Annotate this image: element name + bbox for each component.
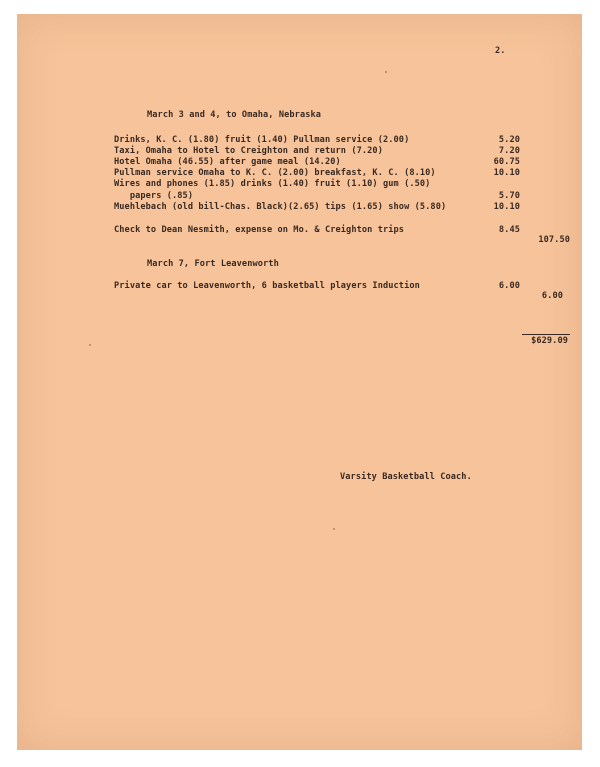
expense-item-desc: Muehlebach (old bill-Chas. Black)(2.65) tips (1.65) show (5.80): [114, 202, 447, 212]
expense-item-amount: 6.00: [498, 281, 520, 291]
expense-item-amount: 10.10: [493, 202, 520, 212]
paper-speck: [333, 528, 335, 530]
paper-speck: [89, 344, 91, 346]
expense-item-desc: Drinks, K. C. (1.80) fruit (1.40) Pullman service (2.00): [114, 135, 410, 145]
document-page: [17, 14, 582, 750]
expense-item-desc: Taxi, Omaha to Hotel to Creighton and return (7.20): [114, 146, 383, 156]
expense-item-amount: 8.45: [498, 225, 520, 235]
expense-item-amount: 60.75: [493, 157, 520, 167]
signature-title: Varsity Basketball Coach.: [340, 472, 472, 482]
expense-item-desc: papers (.85): [114, 191, 194, 201]
section-subtotal: 107.50: [538, 235, 570, 245]
expense-item-amount: 10.10: [493, 168, 520, 178]
grand-total: $629.09: [531, 336, 568, 346]
total-rule: [522, 334, 570, 335]
expense-item-desc: Wires and phones (1.85) drinks (1.40) fruit (1.10) gum (.50): [114, 179, 431, 189]
paper-speck: [385, 71, 387, 73]
section-heading: March 7, Fort Leavenworth: [147, 259, 279, 269]
page-number: 2.: [495, 46, 506, 56]
expense-item-amount: 7.20: [498, 146, 520, 156]
expense-item-desc: Private car to Leavenworth, 6 basketball players Induction: [114, 281, 420, 291]
expense-item-amount: 5.20: [498, 135, 520, 145]
expense-item-desc: Check to Dean Nesmith, expense on Mo. & Creighton trips: [114, 225, 405, 235]
section-subtotal: 6.00: [541, 291, 563, 301]
section-heading: March 3 and 4, to Omaha, Nebraska: [147, 110, 322, 120]
expense-item-desc: Hotel Omaha (46.55) after game meal (14.20): [114, 157, 341, 167]
expense-item-desc: Pullman service Omaha to K. C. (2.00) breakfast, K. C. (8.10): [114, 168, 436, 178]
expense-item-amount: 5.70: [498, 191, 520, 201]
